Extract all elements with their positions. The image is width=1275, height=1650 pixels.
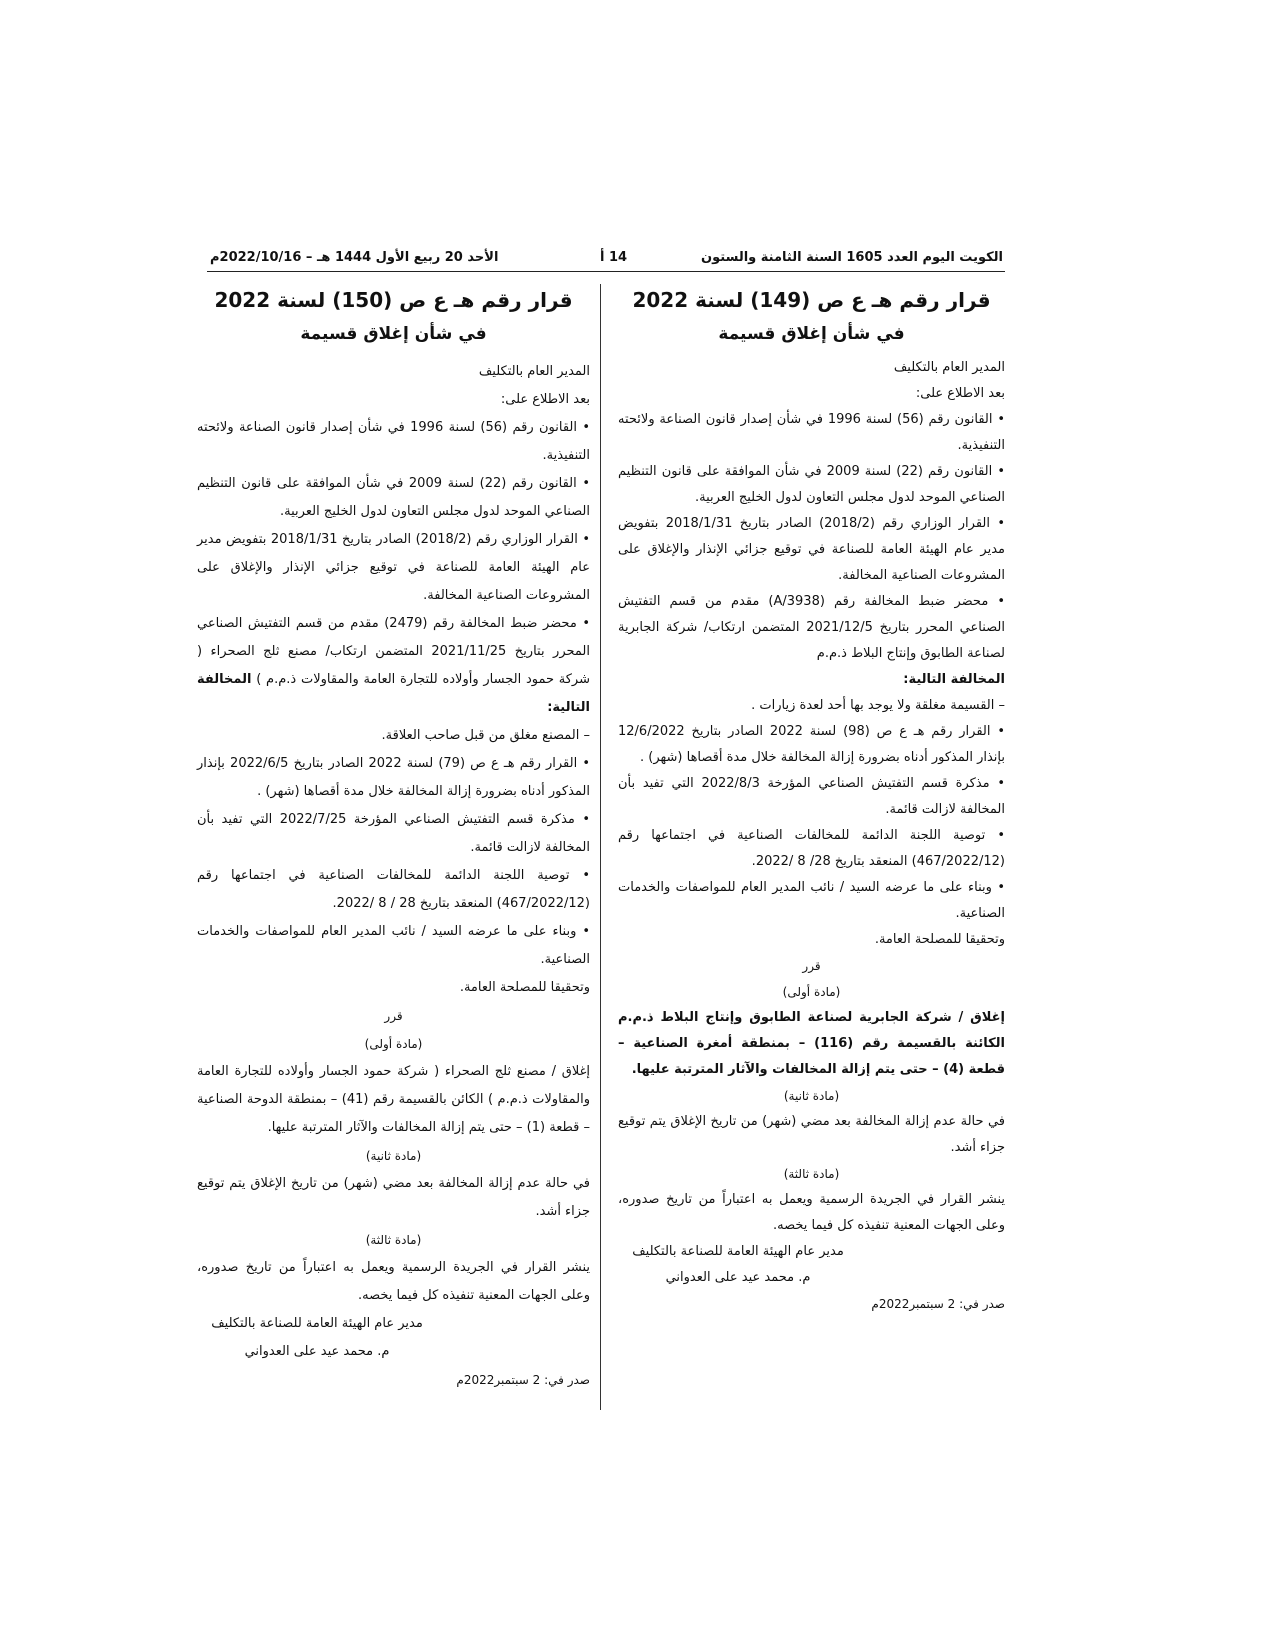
recital-item: • القرار رقم هـ ع ص (79) لسنة 2022 الصادر بتاريخ 2022/6/5 بإنذار المذكور أدناه بضرورة إزالة المخالفة خلال مدة أقصاها (شهر) . (197, 756, 590, 799)
decided-heading: قرر (802, 959, 821, 973)
recital-item: • القانون رقم (22) لسنة 2009 في شأن الموافقة على قانون التنظيم الصناعي الموحد لدول مجلس التعاون لدول الخليج العربية. (197, 476, 591, 519)
column-divider (600, 284, 601, 1410)
recital-item: • مذكرة قسم التفتيش الصناعي المؤرخة 2022/7/25 التي تفيد بأن المخالفة لازالت قائمة. (197, 812, 591, 855)
header-date: الأحد 20 ربيع الأول 1444 هـ – 2022/10/16م (210, 250, 499, 265)
article-text: في حالة عدم إزالة المخالفة بعد مضي (شهر) من تاريخ الإغلاق يتم توقيع جزاء أشد. (197, 1176, 590, 1219)
issuer: المدير العام بالتكليف (478, 364, 590, 379)
preamble-intro: بعد الاطلاع على: (500, 392, 590, 407)
decision-title: قرار رقم هـ ع ص (149) لسنة 2022 (632, 288, 991, 312)
issuer: المدير العام بالتكليف (893, 360, 1005, 375)
recital-item: • القانون رقم (56) لسنة 1996 في شأن إصدار قانون الصناعة ولائحته التنفيذية. (197, 420, 591, 463)
decision-subject: في شأن إغلاق قسيمة (300, 324, 487, 344)
signatory-name: م. محمد عيد على العدواني (665, 1270, 811, 1285)
signatory-title: مدير عام الهيئة العامة للصناعة بالتكليف (632, 1244, 844, 1259)
violation-label: المخالفة التالية: (197, 672, 590, 715)
issue-date: صدر في: 2 سبتمبر2022م (871, 1297, 1005, 1311)
decision-subject: في شأن إغلاق قسيمة (718, 324, 905, 344)
violation-text: – المصنع مغلق من قبل صاحب العلاقة. (381, 728, 590, 743)
public-interest: وتحقيقا للمصلحة العامة. (874, 932, 1005, 947)
issue-date: صدر في: 2 سبتمبر2022م (456, 1373, 590, 1387)
header-publication: الكويت اليوم العدد 1605 السنة الثامنة والستون (701, 250, 1003, 265)
article-text: في حالة عدم إزالة المخالفة بعد مضي (شهر) من تاريخ الإغلاق يتم توقيع جزاء أشد. (618, 1114, 1005, 1155)
article-label: (مادة ثانية) (365, 1149, 422, 1163)
article-label: (مادة ثانية) (783, 1089, 840, 1103)
article-label: (مادة أولى) (364, 1037, 423, 1051)
preamble-intro: بعد الاطلاع على: (915, 386, 1005, 401)
article-label: (مادة أولى) (782, 985, 841, 999)
signature-block (197, 1310, 437, 1366)
recital-item-with-violation (197, 610, 590, 722)
article-text: ينشر القرار في الجريدة الرسمية ويعمل به اعتباراً من تاريخ صدوره، وعلى الجهات المعنية تنفيذه كل فيما يخصه. (197, 1260, 590, 1303)
violation-label: المخالفة التالية: (903, 672, 1005, 687)
recital-item: • القرار رقم هـ ع ص (98) لسنة 2022 الصادر بتاريخ 12/6/2022 بإنذار المذكور أدناه بضرورة إزالة المخالفة خلال مدة أقصاها (شهر) . (618, 724, 1005, 765)
recital-item: • القرار الوزاري رقم (2018/2) الصادر بتاريخ 2018/1/31 بتفويض مدير عام الهيئة العامة للصناعة في توقيع جزائي الإنذار والإغلاق على المشروعات الصناعية المخالفة. (618, 516, 1005, 583)
decided-heading: قرر (384, 1009, 403, 1023)
recital-item: • توصية اللجنة الدائمة للمخالفات الصناعية في اجتماعها رقم (467/2022/12) المنعقد بتاريخ 28 / 8 /2022. (197, 868, 590, 911)
header-rule (207, 271, 1005, 272)
signatory-title: مدير عام الهيئة العامة للصناعة بالتكليف (211, 1316, 423, 1331)
recital-item: • القانون رقم (22) لسنة 2009 في شأن الموافقة على قانون التنظيم الصناعي الموحد لدول مجلس التعاون لدول الخليج العربية. (618, 464, 1005, 505)
recital-item: • مذكرة قسم التفتيش الصناعي المؤرخة 2022/8/3 التي تفيد بأن المخالفة لازالت قائمة. (618, 776, 1005, 817)
public-interest: وتحقيقا للمصلحة العامة. (459, 980, 590, 995)
header-page-number: 14 أ (600, 250, 628, 265)
decision-150 (197, 284, 590, 1394)
article-text: ينشر القرار في الجريدة الرسمية ويعمل به اعتباراً من تاريخ صدوره، وعلى الجهات المعنية تنفيذه كل فيما يخصه. (618, 1192, 1005, 1233)
violation-text: – القسيمة مغلقة ولا يوجد بها أحد لعدة زيارات . (751, 698, 1005, 713)
recital-text: • محضر ضبط المخالفة رقم (2479) مقدم من قسم التفتيش الصناعي المحرر بتاريخ 2021/11/25 المتضمن ارتكاب/ مصنع ثلج الصحراء ( شركة حمود الجسار وأولاده للتجارة العامة والمقاولات ذ.م.م ) (197, 616, 590, 687)
article-text: إغلاق / شركة الجابرية لصناعة الطابوق وإنتاج البلاط ذ.م.م الكائنة بالقسيمة رقم (116) – بمنطقة أمغرة الصناعية – قطعة (4) – حتى يتم إزالة المخالفات والآثار المترتبة عليها. (618, 1010, 1005, 1077)
recital-item: • وبناء على ما عرضه السيد / نائب المدير العام للمواصفات والخدمات الصناعية. (197, 924, 590, 967)
recital-item: • القانون رقم (56) لسنة 1996 في شأن إصدار قانون الصناعة ولائحته التنفيذية. (618, 412, 1005, 453)
decision-149 (618, 284, 1005, 1317)
recital-item: • وبناء على ما عرضه السيد / نائب المدير العام للمواصفات والخدمات الصناعية. (618, 880, 1005, 921)
article-text: إغلاق / مصنع ثلج الصحراء ( شركة حمود الجسار وأولاده للتجارة العامة والمقاولات ذ.م.م ) الكائن بالقسيمة رقم (41) – بمنطقة الدوحة الصناعية – قطعة (1) – حتى يتم إزالة المخالفات والآثار المترتبة عليها. (197, 1064, 590, 1135)
recital-item: • توصية اللجنة الدائمة للمخالفات الصناعية في اجتماعها رقم (467/2022/12) المنعقد بتاريخ 28/ 8 /2022. (618, 828, 1005, 869)
article-label: (مادة ثالثة) (783, 1167, 840, 1181)
recital-item: • القرار الوزاري رقم (2018/2) الصادر بتاريخ 2018/1/31 بتفويض مدير عام الهيئة العامة للصناعة في توقيع جزائي الإنذار والإغلاق على المشروعات الصناعية المخالفة. (197, 532, 590, 603)
recital-item: • محضر ضبط المخالفة رقم (A/3938) مقدم من قسم التفتيش الصناعي المحرر بتاريخ 2021/12/5 المتضمن ارتكاب/ شركة الجابرية لصناعة الطابوق وإنتاج البلاط ذ.م.م (618, 594, 1005, 661)
article-label: (مادة ثالثة) (365, 1233, 422, 1247)
decision-title: قرار رقم هـ ع ص (150) لسنة 2022 (214, 288, 573, 312)
signature-block (618, 1239, 858, 1291)
signatory-name: م. محمد عيد على العدواني (244, 1344, 390, 1359)
